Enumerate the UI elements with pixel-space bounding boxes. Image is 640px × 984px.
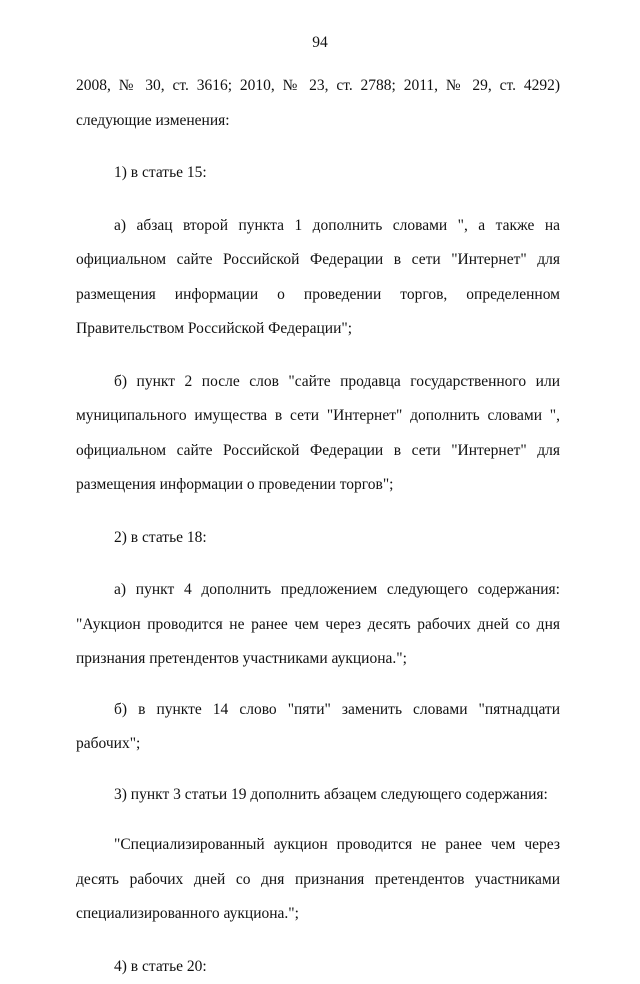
- paragraph-intro: 2008, № 30, ст. 3616; 2010, № 23, ст. 2788; 2011, № 29, ст. 4292) следующие изменения:: [76, 69, 560, 138]
- paragraph-item-2a: а) пункт 4 дополнить предложением следующего содержания: "Аукцион проводится не ранее чем через десять рабочих дней со дня признания претендентов участниками аукциона.";: [76, 573, 560, 677]
- paragraph-quote: "Специализированный аукцион проводится не ранее чем через десять рабочих дней со дня признания претендентов участниками специализированного аукциона.";: [76, 828, 560, 932]
- paragraph-item-4: 4) в статье 20:: [76, 950, 560, 984]
- paragraph-item-1a: а) абзац второй пункта 1 дополнить словами ", а также на официальном сайте Российской Федерации в сети "Интернет" для размещения информации о проведении торгов, определенном Правительством Российской Федерации";: [76, 209, 560, 347]
- paragraph-item-2: 2) в статье 18:: [76, 521, 560, 556]
- paragraph-item-2b: б) в пункте 14 слово "пяти" заменить словами "пятнадцати рабочих";: [76, 693, 560, 762]
- paragraph-item-3: 3) пункт 3 статьи 19 дополнить абзацем следующего содержания:: [76, 778, 560, 813]
- paragraph-item-1b: б) пункт 2 после слов "сайте продавца государственного или муниципального имущества в сети "Интернет" дополнить словами ", официальном сайте Российской Федерации в сети "Интернет" для размещения информации о проведении торгов";: [76, 365, 560, 503]
- document-body: [76, 69, 560, 984]
- page-number: 94: [0, 34, 640, 52]
- paragraph-item-1: 1) в статье 15:: [76, 156, 560, 191]
